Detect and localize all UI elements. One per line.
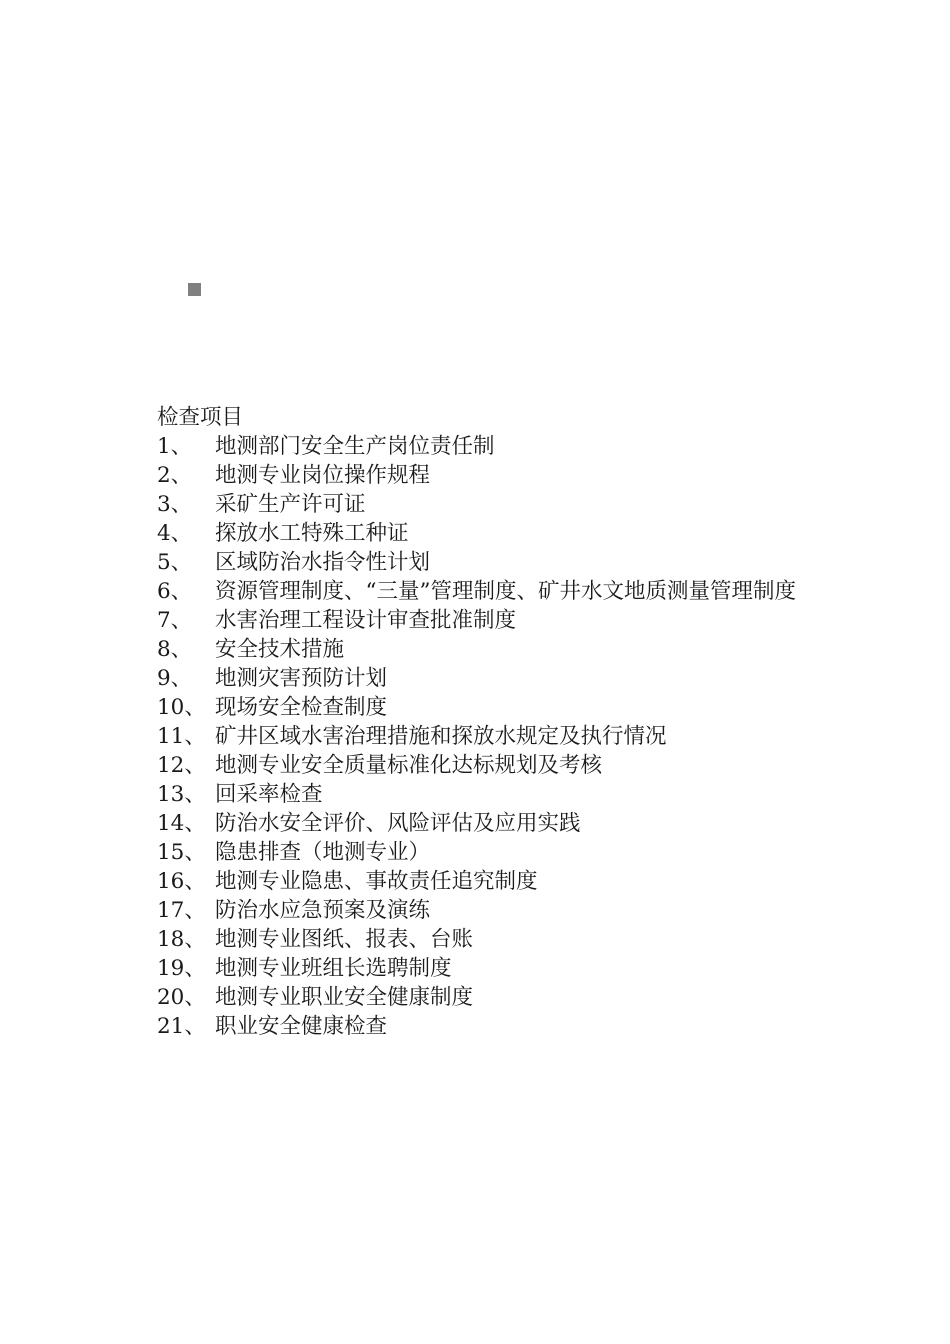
item-number: 12、 [157,753,206,778]
list-item [157,490,857,519]
item-number: 4、 [157,521,193,546]
item-text: 水害治理工程设计审查批准制度 [215,608,517,633]
item-text: 防治水应急预案及演练 [215,898,431,923]
item-text: 区域防治水指令性计划 [215,550,431,575]
list-item [157,751,857,780]
item-text: 职业安全健康检查 [215,1014,388,1039]
item-number: 17、 [157,898,206,923]
list-item [157,606,857,635]
item-number: 20、 [157,985,206,1010]
list-item [157,896,857,925]
item-text: 探放水工特殊工种证 [215,521,409,546]
item-number: 11、 [157,724,206,749]
item-text: 回采率检查 [215,782,323,807]
item-number: 14、 [157,811,206,836]
item-text: 地测灾害预防计划 [215,666,388,691]
item-number: 19、 [157,956,206,981]
list-item [157,1012,857,1041]
list-item [157,722,857,751]
item-text: 地测专业安全质量标准化达标规划及考核 [215,753,603,778]
item-text: 隐患排查（地测专业） [215,840,431,865]
item-text: 矿井区域水害治理措施和探放水规定及执行情况 [215,724,667,749]
list-item [157,780,857,809]
item-text: 资源管理制度、“三量”管理制度、矿井水文地质测量管理制度 [215,579,796,604]
item-text: 地测专业班组长选聘制度 [215,956,452,981]
item-number: 9、 [157,666,193,691]
item-text: 地测部门安全生产岗位责任制 [215,434,495,459]
item-text: 地测专业职业安全健康制度 [215,985,474,1010]
list-item [157,867,857,896]
list-item [157,577,857,606]
list-item [157,838,857,867]
item-number: 5、 [157,550,193,575]
list-heading: 检查项目 [157,405,244,430]
list-item [157,519,857,548]
item-number: 7、 [157,608,193,633]
list-item [157,635,857,664]
square-bullet-icon [188,283,201,296]
item-number: 2、 [157,463,193,488]
item-text: 地测专业岗位操作规程 [215,463,431,488]
item-text: 地测专业隐患、事故责任追究制度 [215,869,538,894]
item-text: 地测专业图纸、报表、台账 [215,927,474,952]
item-number: 21、 [157,1014,206,1039]
item-number: 18、 [157,927,206,952]
list-item [157,664,857,693]
item-number: 1、 [157,434,193,459]
item-text: 采矿生产许可证 [215,492,366,517]
inspection-list [157,403,857,1041]
item-number: 13、 [157,782,206,807]
item-number: 3、 [157,492,193,517]
list-item [157,809,857,838]
item-number: 6、 [157,579,193,604]
item-number: 10、 [157,695,206,720]
item-text: 防治水安全评价、风险评估及应用实践 [215,811,581,836]
item-text: 现场安全检查制度 [215,695,388,720]
list-item [157,925,857,954]
item-number: 15、 [157,840,206,865]
list-item [157,693,857,722]
list-item [157,432,857,461]
item-number: 16、 [157,869,206,894]
item-text: 安全技术措施 [215,637,345,662]
list-item [157,983,857,1012]
item-number: 8、 [157,637,193,662]
list-item [157,548,857,577]
list-item [157,954,857,983]
list-item [157,461,857,490]
